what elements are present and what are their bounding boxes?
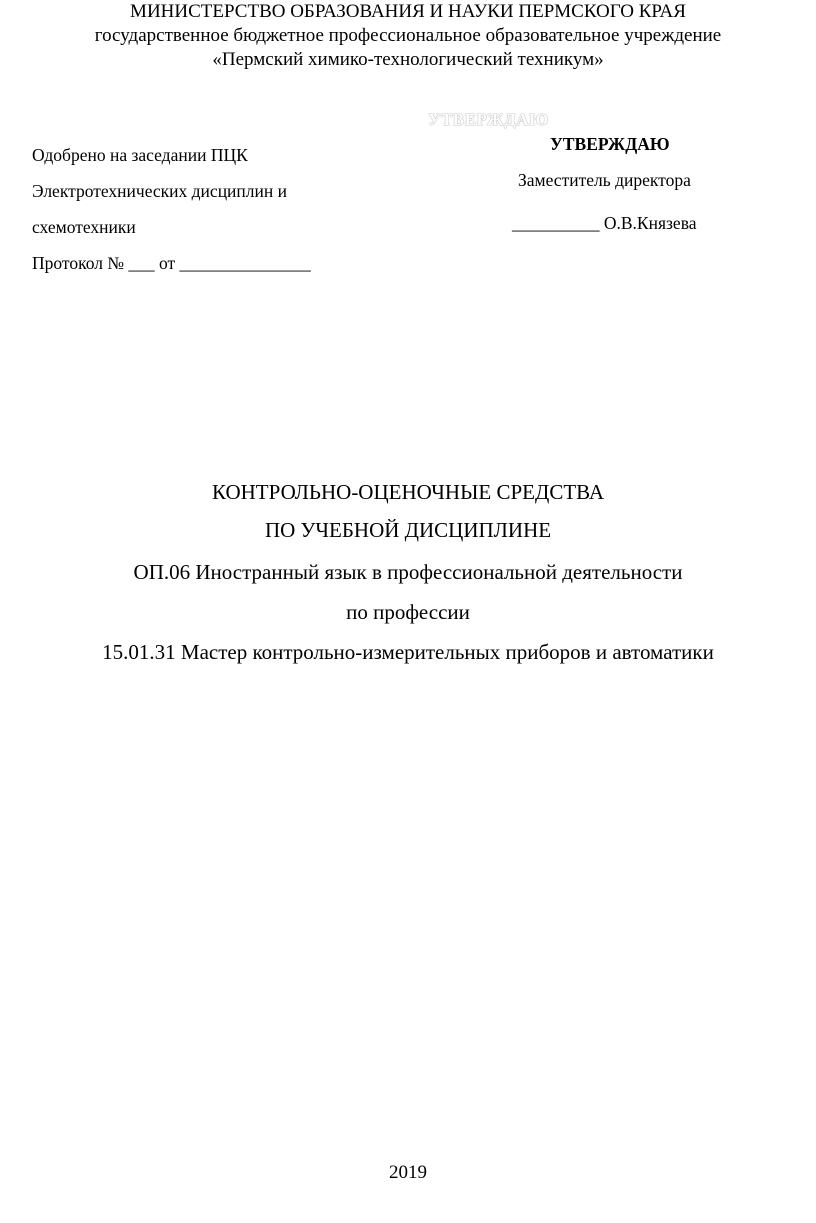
approver-position: Заместитель директора <box>518 170 691 190</box>
discipline-name: ОП.06 Иностранный язык в профессиональной деятельности <box>133 560 683 584</box>
institution-type: государственное бюджетное профессиональное образовательное учреждение <box>94 25 722 46</box>
title-line-1: КОНТРОЛЬНО-ОЦЕНОЧНЫЕ СРЕДСТВА <box>211 480 605 504</box>
title-line-2: ПО УЧЕБНОЙ ДИСЦИПЛИНЕ <box>264 518 552 542</box>
ghost-approval-text: УТВЕРЖДАЮ <box>428 110 549 129</box>
approval-left-line-2: Электротехнических дисциплин и <box>32 181 287 201</box>
institution-name: «Пермский химико-технологический техникум» <box>212 49 604 70</box>
protocol-line: Протокол № ___ от _______________ <box>32 253 311 273</box>
ministry-name: МИНИСТЕРСТВО ОБРАЗОВАНИЯ И НАУКИ ПЕРМСКОГО КРАЯ <box>130 1 686 22</box>
approver-signature: __________ О.В.Князева <box>512 213 697 233</box>
profession-name: 15.01.31 Мастер контрольно-измерительных приборов и автоматики <box>102 640 714 664</box>
document-year: 2019 <box>389 1162 427 1183</box>
approval-left-line-3: схемотехники <box>32 217 136 237</box>
approval-heading: УТВЕРЖДАЮ <box>550 134 670 154</box>
profession-label: по профессии <box>346 600 470 624</box>
approval-left-line-1: Одобрено на заседании ПЦК <box>32 145 248 165</box>
